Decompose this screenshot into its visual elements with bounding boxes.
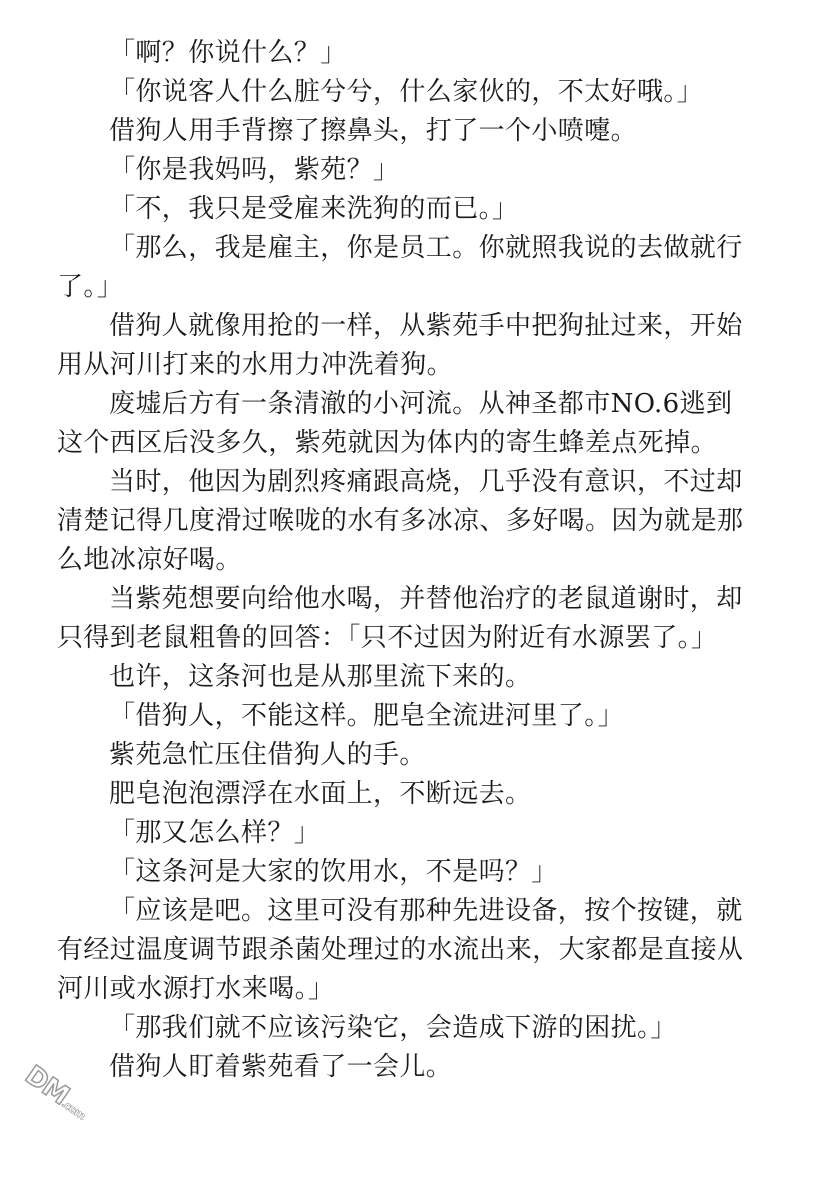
paragraph: 紫苑急忙压住借狗人的手。	[109, 740, 426, 770]
paragraph: 「这条河是大家的饮用水，不是吗？」	[109, 857, 558, 887]
paragraph: 借狗人盯着紫苑看了一会儿。	[109, 1052, 453, 1082]
paragraph: 「你说客人什么脏兮兮，什么家伙的，不太好哦。」	[109, 77, 704, 107]
paragraph: 「不，我只是受雇来洗狗的而已。」	[109, 194, 519, 224]
paragraph: 「那我们就不应该污染它，会造成下游的困扰。」	[109, 1013, 677, 1043]
paragraph: 「啊？你说什么？」	[109, 38, 347, 68]
watermark-sub: .com	[58, 1096, 88, 1123]
paragraph: 肥皂泡泡漂浮在水面上，不断远去。	[109, 779, 532, 809]
text-body	[57, 34, 757, 1087]
paragraph: 借狗人就像用抢的一样，从紫苑手中把狗扯过来，开始用从河川打来的水用力冲洗着狗。	[57, 311, 743, 380]
paragraph: 「那么，我是雇主，你是员工。你就照我说的去做就行了。」	[57, 233, 743, 302]
paragraph: 也许，这条河也是从那里流下来的。	[109, 662, 532, 692]
watermark-text: DM	[19, 1060, 74, 1111]
paragraph: 当时，他因为剧烈疼痛跟高烧，几乎没有意识，不过却清楚记得几度滑过喉咙的水有多冰凉、多好喝。因为就是那么地冰凉好喝。	[57, 467, 744, 575]
paragraph: 「借狗人，不能这样。肥皂全流进河里了。」	[109, 701, 625, 731]
paragraph: 借狗人用手背擦了擦鼻头，打了一个小喷嚏。	[109, 116, 638, 146]
paragraph: 「那又怎么样？」	[109, 818, 321, 848]
paragraph: 「你是我妈吗，紫苑？」	[109, 155, 400, 185]
paragraph: 「应该是吧。这里可没有那种先进设备，按个按键，就有经过温度调节跟杀菌处理过的水流出来，大家都是直接从河川或水源打水来喝。」	[57, 896, 744, 1004]
paragraph: 当紫苑想要向给他水喝，并替他治疗的老鼠道谢时，却只得到老鼠粗鲁的回答：「只不过因为附近有水源罢了。」	[57, 584, 743, 653]
paragraph: 废墟后方有一条清澈的小河流。从神圣都市NO.6逃到这个西区后没多久，紫苑就因为体内的寄生蜂差点死掉。	[57, 389, 733, 458]
